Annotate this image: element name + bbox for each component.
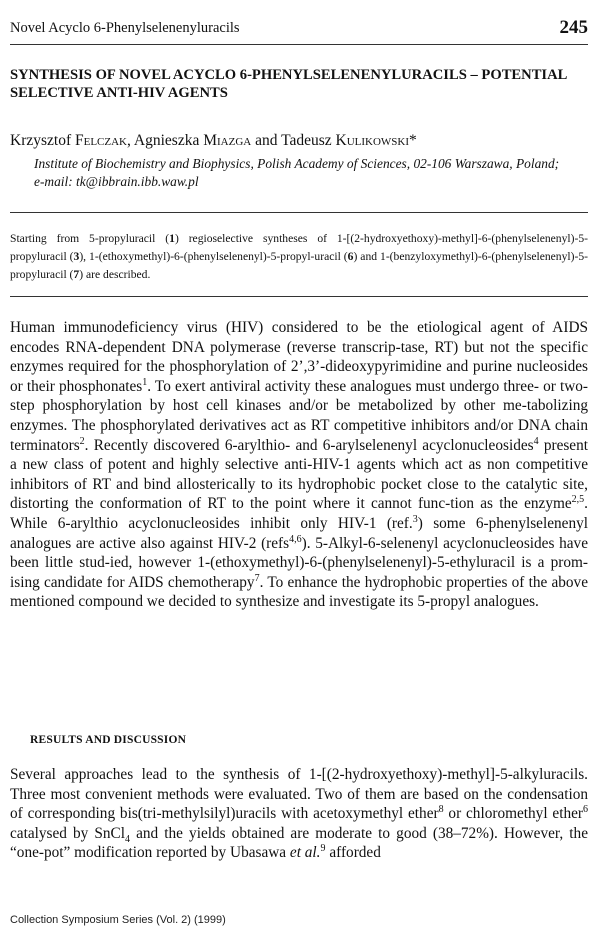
results-paragraph (10, 765, 588, 863)
abstract-text: Starting from 5-propyluracil ( (10, 232, 170, 245)
paragraph-text: Several approaches lead to the synthesis of 1-[(2-hydroxyethoxy)-methyl]-5-alkyluracils. Three most convenient methods were evaluated. Two of them are based on the condensation of corresponding bis(tri-methylsilyl)uracils with acetoxymethyl ether (10, 766, 588, 823)
reference-superscript: 7 (254, 572, 260, 584)
author-separator: and (251, 132, 282, 149)
journal-page (10, 0, 588, 940)
compound-number: 3 (73, 250, 80, 263)
reference-superscript: 4 (533, 435, 539, 447)
author-separator: , (127, 132, 134, 149)
reference-superscript: 1 (142, 376, 148, 388)
affiliation-institute: Institute of Biochemistry and Biophysics, Polish Academy of Sciences, 02-106 Warszawa, Poland; (34, 156, 560, 171)
paragraph-text: afforded (325, 844, 381, 862)
footer-series: Collection Symposium Series (Vol. 2) (1999) (10, 914, 226, 926)
paragraph-text: . To enhance the hydrophobic properties of the above mentioned compound we decided to synthesize and investigate its 5-propyl analogues. (10, 573, 588, 611)
intro-paragraph (10, 318, 588, 612)
running-head-title: Novel Acyclo 6-Phenylselenenyluracils (10, 20, 240, 36)
author-surname: Miazga (203, 132, 252, 149)
author-given-name: Tadeusz (281, 132, 336, 149)
article-title: SYNTHESIS OF NOVEL ACYCLO 6-PHENYLSELENENYLURACILS – POTENTIAL SELECTIVE ANTI-HIV AGENTS (10, 67, 567, 101)
reference-superscript: 6 (583, 804, 588, 816)
author-given-name: Agnieszka (133, 132, 204, 149)
reference-superscript: 8 (438, 804, 444, 816)
author-surname: Kulikowski (335, 132, 410, 149)
abstract-text: ), 1-(ethoxymethyl)-6-(phenylselenenyl)-5-propyl-uracil ( (79, 250, 348, 263)
affiliation-email: e-mail: tk@ibbrain.ibb.waw.pl (34, 174, 199, 189)
compound-number: 1 (169, 232, 175, 245)
paragraph-text: catalysed by SnCl (10, 824, 125, 842)
paragraph-text: Human immunodeficiency virus (HIV) considered to be the etiological agent of AIDS encodes RNA-dependent DNA polymerase (reverse transcrip-tase, RT) but not the specific enzymes required for the phosphorylation of 2’,3’-dideoxypyrimidine and purine nucleosides or their phosphonates (10, 319, 588, 395)
abstract-bottom-rule (10, 296, 588, 297)
compound-number: 6 (347, 250, 354, 263)
abstract-text: ) regioselective syntheses of 1-[(2-hydroxyethoxy)-methyl]-6-(phenylselenenyl)-5-propyluracil ( (10, 232, 588, 263)
abstract-text: ) are described. (79, 268, 151, 281)
section-heading: RESULTS AND DISCUSSION (30, 734, 187, 746)
paragraph-text: . While 6-arylthio acyclonucleosides inhibit only HIV-1 (ref. (10, 495, 588, 532)
abstract (10, 230, 588, 284)
paragraph-text: . Recently discovered 6-arylthio- and 6-arylselenenyl acyclonucleosides (84, 436, 534, 454)
page-number: 245 (559, 17, 588, 38)
running-head (10, 17, 588, 40)
et-al-italic: et al. (289, 844, 321, 862)
author-surname: Felczak (75, 132, 128, 149)
reference-superscript: 4,6 (289, 533, 302, 545)
paragraph-text: present a new class of potent and highly selective anti-HIV-1 agents which act as non competitive inhibitors of RT and bind allosterically to its hydrophobic pocket close to the catalytic site, distorting the conformation of RT to the point where it cannot func-tion as the enzyme (10, 436, 588, 513)
abstract-top-rule (10, 212, 588, 213)
paragraph-text: ) some 6-phenylselenenyl analogues are active also against HIV-2 (refs (10, 514, 588, 552)
paragraph-text: ). 5-Alkyl-6-selenenyl acyclonucleosides have been little stud-ied, however 1-(ethoxymethyl)-6-(phenylselenenyl)-5-ethyluracil is a prom-ising candidate for AIDS chemotherapy (10, 534, 588, 591)
abstract-text: ) and 1-(benzyloxymethyl)-6-(phenylselenenyl)-5-propyluracil ( (10, 250, 588, 281)
author-given-name: Krzysztof (10, 132, 75, 149)
compound-number: 7 (73, 268, 80, 281)
paragraph-text: and the yields obtained are moderate to good (38–72%). However, the “one-pot” modification reported by Ubasawa (10, 824, 588, 862)
corresponding-author-mark: * (409, 132, 417, 149)
reference-superscript: 2 (79, 435, 85, 447)
reference-superscript: 3 (412, 513, 418, 525)
affiliation (34, 155, 588, 191)
chemical-subscript: 4 (125, 833, 130, 845)
paragraph-text: . To exert antiviral activity these analogues must undergo three- or two-step phosphorylation by host cell kinases and/or be metabolized by other me-tabolizing enzymes. The phosphorylated derivatives act as RT competitive inhibitors and/or DNA chain terminators (10, 377, 588, 454)
header-rule (10, 44, 588, 45)
reference-superscript: 9 (320, 843, 326, 855)
author-list (10, 132, 588, 150)
paragraph-text: or chloromethyl ether (443, 805, 583, 823)
reference-superscript: 2,5 (571, 494, 585, 506)
